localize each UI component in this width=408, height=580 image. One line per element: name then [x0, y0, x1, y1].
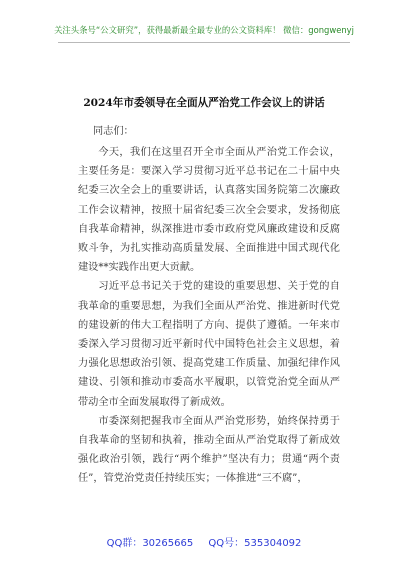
footer-contact: [0, 534, 408, 549]
document-body: [78, 143, 340, 489]
document-title: 2024年市委领导在全面从严治党工作会议上的讲话: [83, 97, 325, 109]
paragraph-3: 市委深刻把握我市全面从严治党形势，始终保持勇于自我革命的坚韧和执着，推动全面从严治党取得了新成效强化政治引领，践行“两个维护”坚决有力；贯通“两个责任”，管党治党责任持续压实；一体推进“三不腐”，: [78, 415, 340, 485]
salutation: 同志们：: [93, 126, 134, 137]
footer-qq-number: QQ号：535304092: [208, 538, 302, 549]
header-divider: [58, 42, 350, 43]
header-banner: 关注头条号“公文研究”，获得最新最全最专业的公文资料库！ 微信：gongwenyj: [54, 25, 354, 35]
paragraph-1: 今天，我们在这里召开全市全面从严治党工作会议，主要任务是：要深入学习贯彻习近平总书记在二十届中央纪委三次全会上的重要讲话，认真落实国务院第二次廉政工作会议精神，按照十届省纪委三次全会要求，发扬彻底自我革命精神，纵深推进市委市政府党风廉政建设和反腐败斗争，为扎实推动高质量发展、全面推进中国式现代化建设**实践作出更大贡献。: [78, 147, 340, 274]
paragraph-2: 习近平总书记关于党的建设的重要思想、关于党的自我革命的重要思想，为我们全面从严治党、推进新时代党的建设新的伟大工程指明了方向、提供了遵循。一年来市委深入学习贯彻习近平新时代中国特色社会主义思想，着力强化思想政治引领、提高党建工作质量、加强纪律作风建设、引领和推动市委高水平履职，以管党治党全面从严带动全市全面发展取得了新成效。: [78, 281, 340, 408]
footer-qq-group: QQ群：30265665: [106, 538, 194, 549]
